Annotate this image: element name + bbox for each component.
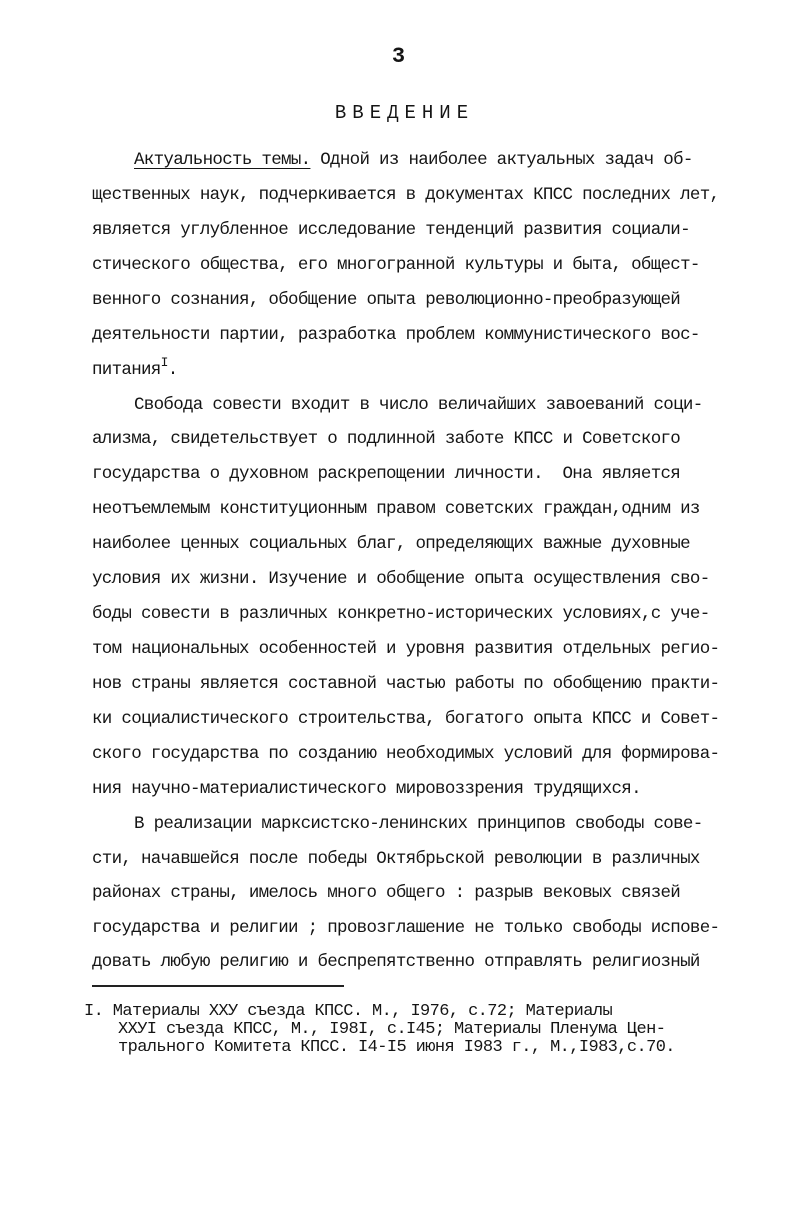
text-line: щественных наук, подчеркивается в документах КПСС последних лет, [92, 185, 720, 205]
text-line: сти, начавшейся после победы Октябрьской революции в различных [92, 849, 700, 869]
footnote-line: ХХУI съезда КПСС, М., I98I, с.I45; Материалы Пленума Цен- [118, 1020, 666, 1039]
text-line: наиболее ценных социальных благ, определяющих важные духовные [92, 534, 690, 554]
text-fragment: . [167, 360, 178, 380]
text-fragment: Одной из наиболее актуальных задач об- [310, 150, 693, 170]
footnote-divider [92, 985, 344, 987]
text-line: В реализации марксистско-ленинских принципов свободы сове- [134, 814, 703, 834]
text-line: государства и религии ; провозглашение не только свободы испове- [92, 918, 720, 938]
footnote-line: трального Комитета КПСС. I4-I5 июня I983 г., М.,I983,с.70. [118, 1038, 675, 1057]
text-line: неотъемлемым конституционным правом советских граждан,одним из [92, 499, 700, 519]
page-number: 3 [391, 44, 406, 69]
text-line [134, 149, 693, 171]
text-line: ского государства по созданию необходимых условий для формирова- [92, 744, 720, 764]
text-line: ализма, свидетельствует о подлинной заботе КПСС и Советского [92, 429, 681, 449]
footnote-line: I. Материалы ХХУ съезда КПСС. М., I976, с.72; Материалы [84, 1002, 613, 1021]
text-line: боды совести в различных конкретно-исторических условиях,с уче- [92, 604, 710, 624]
text-line: является углубленное исследование тенденций развития социали- [92, 220, 690, 240]
text-line: деятельности партии, разработка проблем коммунистического вос- [92, 325, 700, 345]
text-line [92, 355, 178, 381]
page-title: ВВЕДЕНИЕ [334, 102, 475, 124]
text-fragment: питания [92, 360, 161, 380]
text-line: районах страны, имелось много общего : разрыв вековых связей [92, 883, 681, 903]
section-label: Актуальность темы. [134, 150, 311, 170]
footnote-ref: I [160, 355, 168, 370]
text-line: ки социалистического строительства, богатого опыта КПСС и Совет- [92, 709, 720, 729]
text-line: венного сознания, обобщение опыта революционно-преобразующей [92, 290, 681, 310]
text-line: нов страны является составной частью работы по обобщению практи- [92, 674, 720, 694]
text-line: государства о духовном раскрепощении личности. Она является [92, 464, 681, 484]
text-line: довать любую религию и беспрепятственно отправлять религиозный [92, 952, 700, 972]
text-line: стического общества, его многогранной культуры и быта, общест- [92, 255, 700, 275]
text-line: ния научно-материалистического мировоззрения трудящихся. [92, 779, 641, 799]
text-line: том национальных особенностей и уровня развития отдельных регио- [92, 639, 720, 659]
text-line: условия их жизни. Изучение и обобщение опыта осуществления сво- [92, 569, 710, 589]
text-line: Свобода совести входит в число величайших завоеваний соци- [134, 395, 703, 415]
